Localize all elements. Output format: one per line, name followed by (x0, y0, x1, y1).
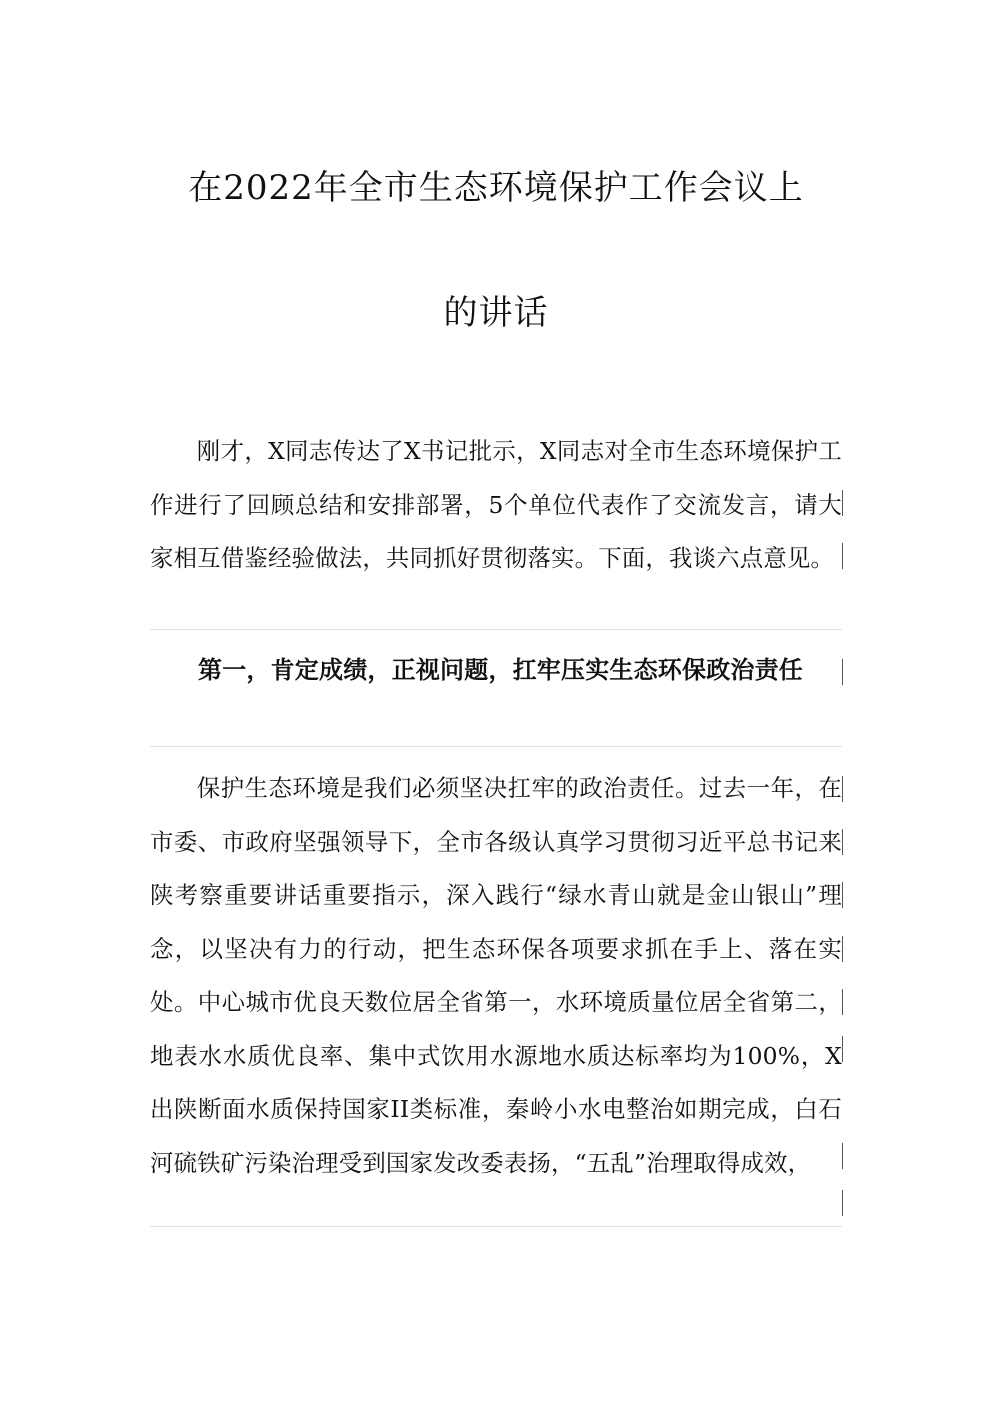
section-heading-1: 第一，肯定成绩，正视问题，扛牢压实生态环保政治责任 (198, 656, 803, 684)
section-1-paragraph: 保护生态环境是我们必须坚决扛牢的政治责任。过去一年，在市委、市政府坚强领导下，全市各级认真学习贯彻习近平总书记来陕考察重要讲话重要指示，深入践行“绿水青山就是金山银山”理念，以坚决有力的行动，把生态环保各项要求抓在手上、落在实处。中心城市优良天数位居全省第一，水环境质量位居全省第二，地表水水质优良率、集中式饮用水源地水质达标率均为100%，X出陕断面水质保持国家II类标准，秦岭小水电整治如期完成，白石河硫铁矿污染治理受到国家发改委表扬，“五乱”治理取得成效， (150, 774, 842, 1177)
opening-paragraph: 刚才，X同志传达了X书记批示，X同志对全市生态环境保护工作进行了回顾总结和安排部署，5个单位代表作了交流发言，请大家相互借鉴经验做法，共同抓好贯彻落实。下面，我谈六点意见。 (150, 437, 842, 572)
margin-marker (842, 543, 843, 569)
margin-marker (842, 490, 843, 516)
margin-marker (842, 989, 843, 1015)
margin-marker (842, 1143, 843, 1169)
margin-marker (842, 1036, 843, 1062)
heading-divider (150, 746, 842, 747)
page-bottom-divider (150, 1226, 842, 1227)
document-title-line-2: 的讲话 (443, 293, 549, 333)
margin-marker (842, 936, 843, 962)
margin-marker (842, 829, 843, 855)
margin-marker (842, 1190, 843, 1216)
paragraph-divider (150, 629, 842, 630)
document-title-line-1: 在2022年全市生态环境保护工作会议上 (188, 168, 804, 208)
margin-marker (842, 659, 843, 685)
margin-marker (842, 882, 843, 908)
margin-marker (842, 776, 843, 802)
